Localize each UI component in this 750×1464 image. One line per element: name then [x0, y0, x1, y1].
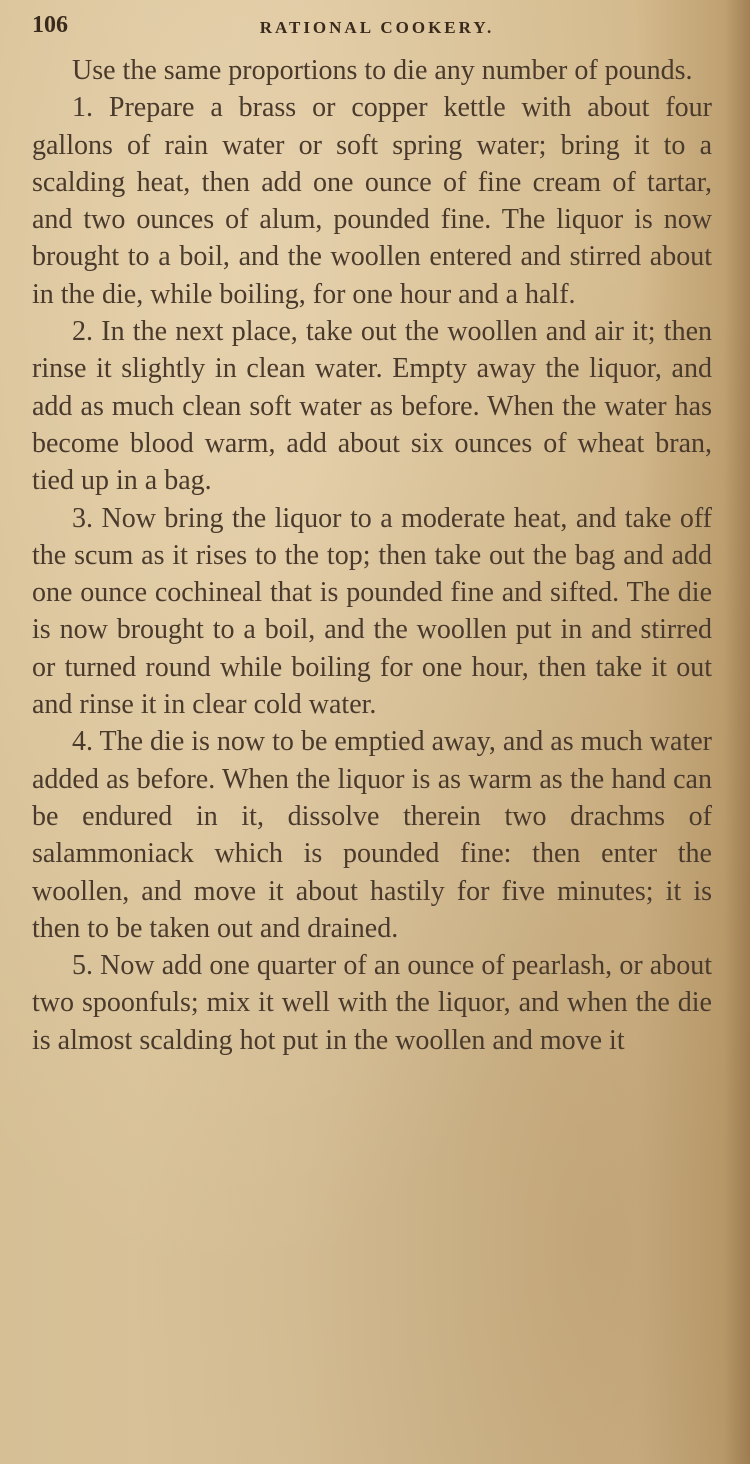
paragraph-step-3: 3. Now bring the liquor to a moderate heat, and take off the scum as it rises to the top; then take out the bag and add one ounce cochineal that is pounded fine and sifted. The die is now brought to a boil, and the woollen put in and stirred or turned round while boiling for one hour, then take it out and rinse it in clear cold water.	[32, 502, 712, 721]
paragraph-intro: Use the same proportions to die any number of pounds.	[72, 55, 693, 86]
running-title: RATIONAL COOKERY.	[259, 18, 495, 37]
page-header	[32, 8, 722, 48]
paragraph-step-2: 2. In the next place, take out the woollen and air it; then rinse it slightly in clean water. Empty away the liquor, and add as much clean soft water as before. When the water has become blood warm, add about six ounces of wheat bran, tied up in a bag.	[32, 316, 712, 497]
page-number: 106	[32, 12, 68, 38]
page-body	[32, 52, 712, 1059]
paragraph-step-4: 4. The die is now to be emptied away, and as much water added as before. When the liquor is as warm as the hand can be endured in it, dissolve therein two drachms of salammoniack which is pounded fine: then enter the woollen, and move it about hastily for five minutes; it is then to be taken out and drained.	[32, 726, 712, 944]
paragraph-step-1: 1. Prepare a brass or copper kettle with about four gallons of rain water or soft spring water; bring it to a scalding heat, then add one ounce of fine cream of tartar, and two ounces of alum, pounded fine. The liquor is now brought to a boil, and the woollen entered and stirred about in the die, while boiling, for one hour and a half.	[32, 92, 712, 310]
paragraph-step-5: 5. Now add one quarter of an ounce of pearlash, or about two spoonfuls; mix it well with the liquor, and when the die is almost scalding hot put in the woollen and move it	[32, 950, 712, 1056]
page-edge-shadow	[724, 0, 750, 1464]
